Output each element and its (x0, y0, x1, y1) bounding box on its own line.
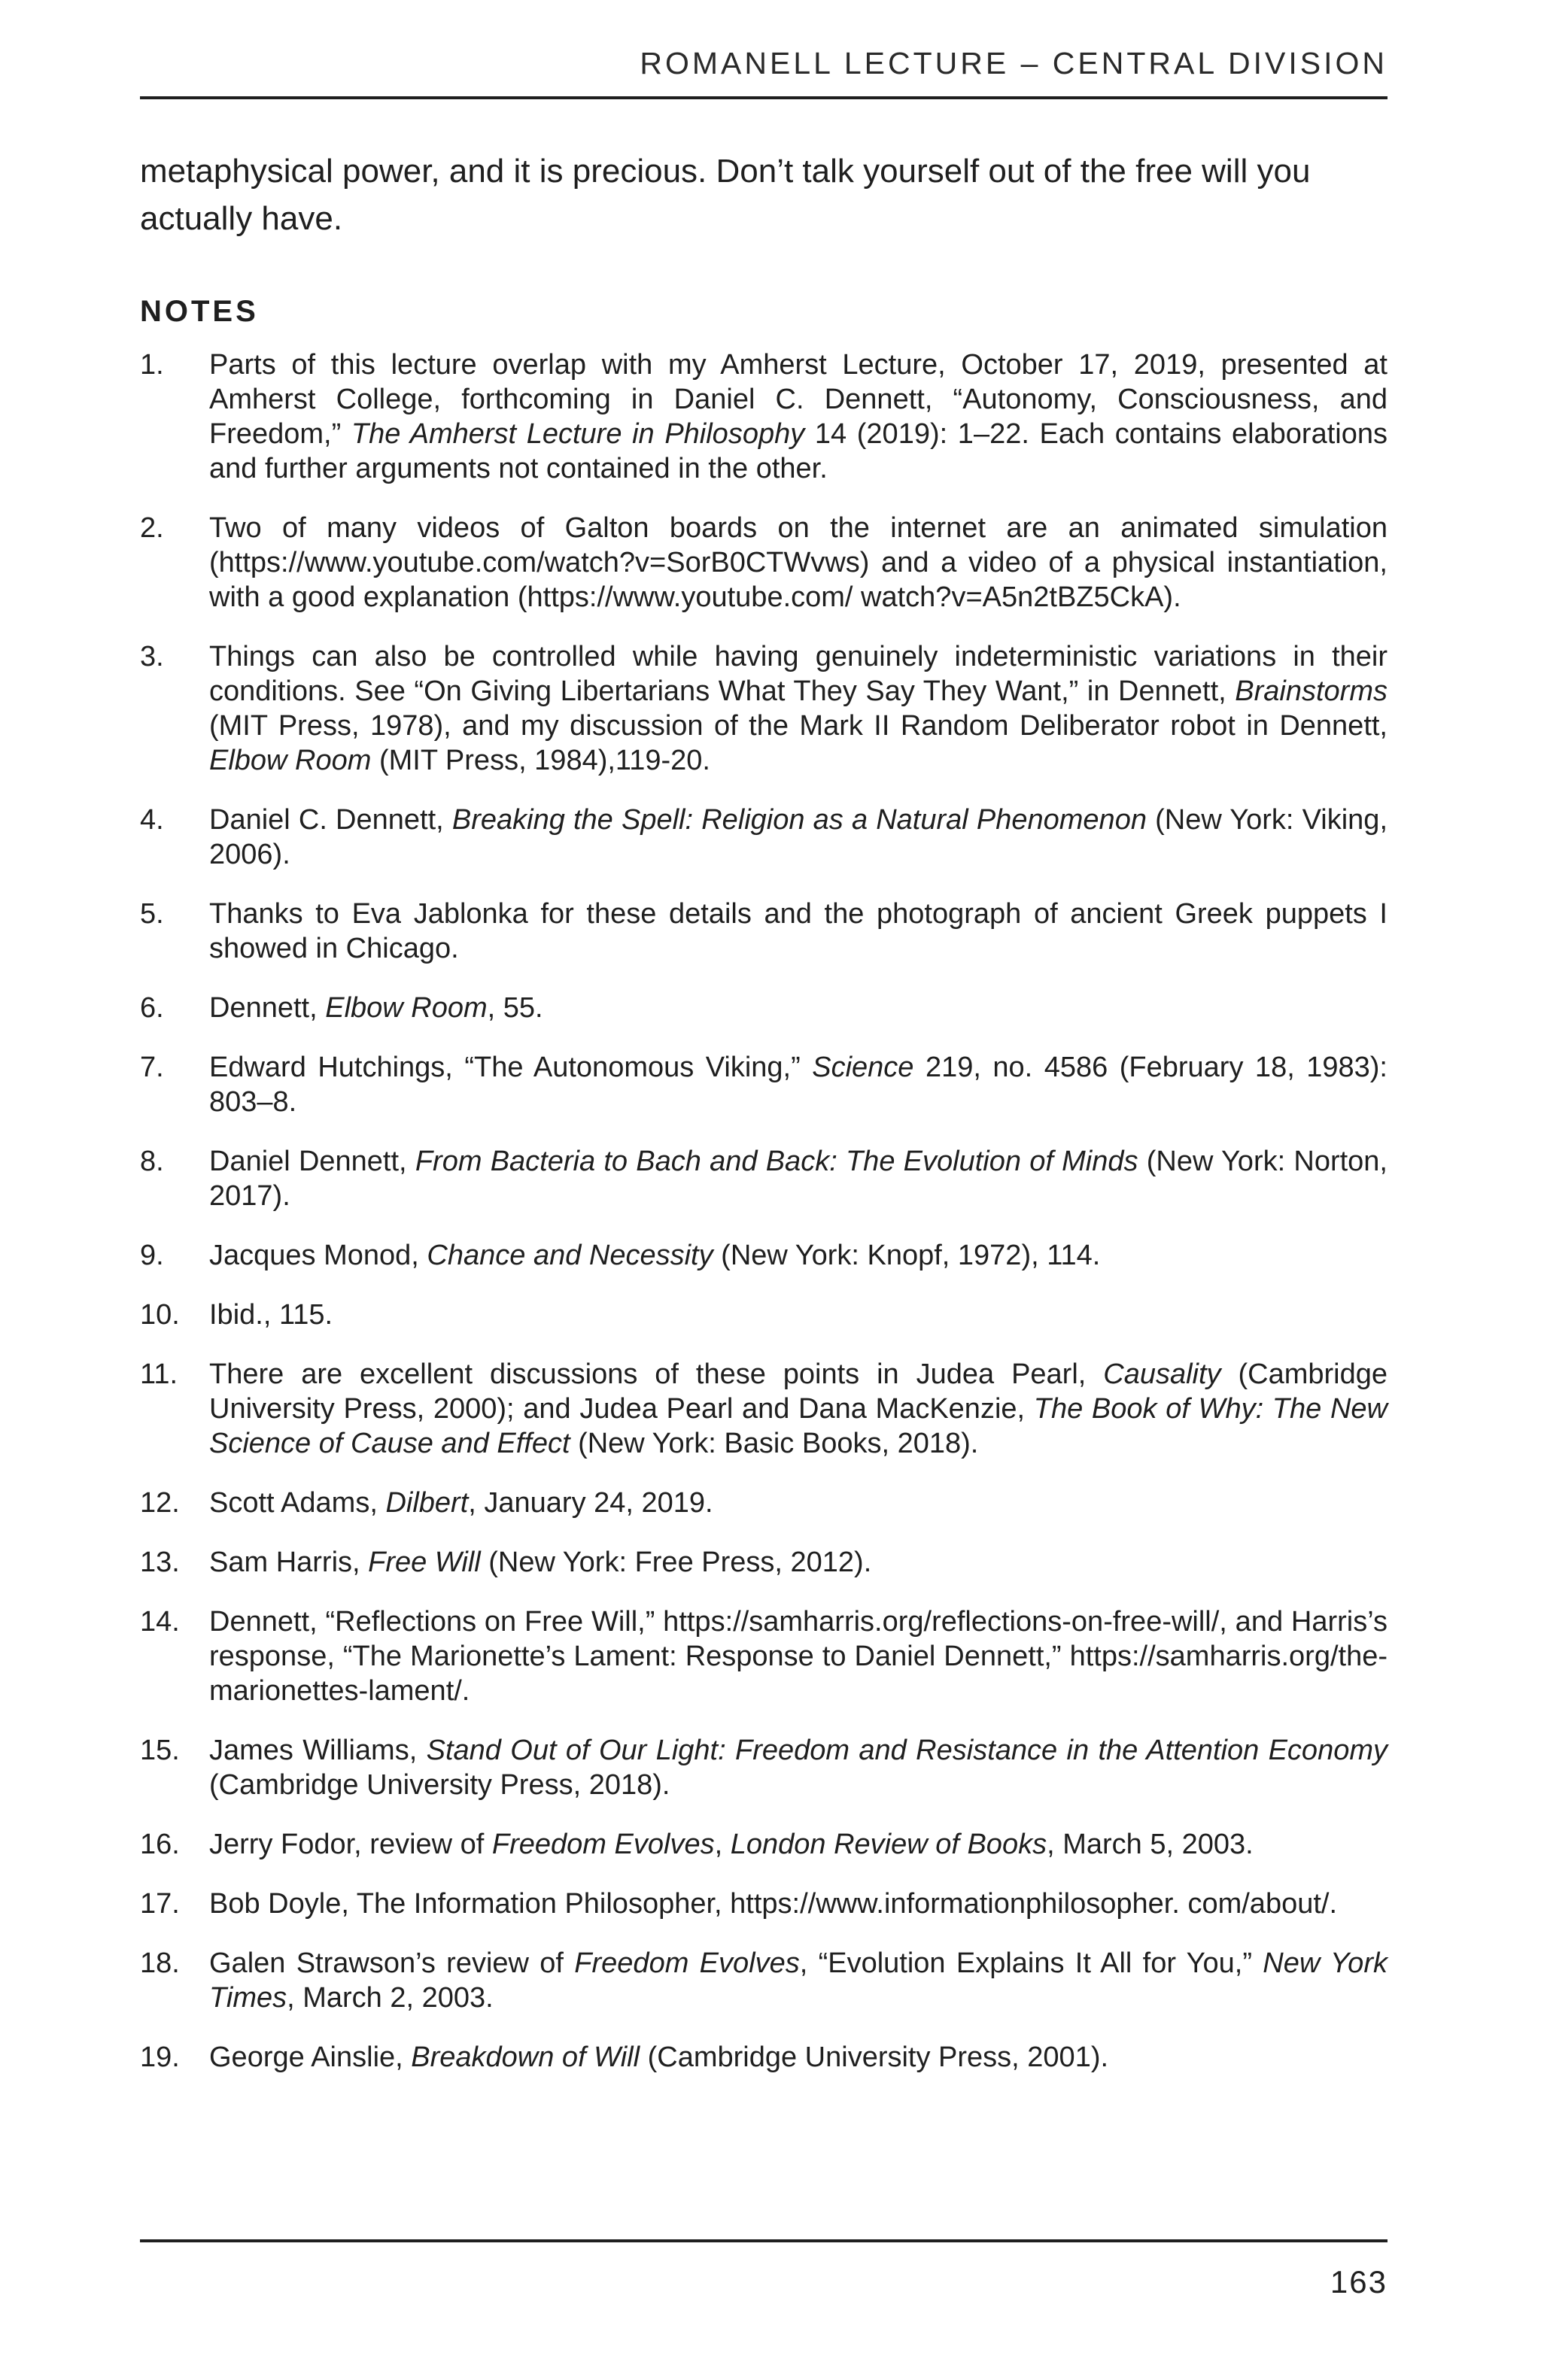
note-title-italic: Elbow Room (209, 745, 372, 776)
note-text-segment: James Williams, (209, 1735, 427, 1766)
note-text-segment: (Cambridge University Press, 2018). (209, 1769, 670, 1801)
note-text (209, 1050, 1388, 1119)
note-item (140, 1050, 1388, 1119)
note-text (209, 1946, 1388, 2015)
note-text (209, 803, 1388, 872)
note-text (209, 1238, 1388, 1273)
notes-heading: NOTES (140, 295, 259, 328)
note-text-segment: Daniel C. Dennett, (209, 804, 452, 836)
note-text-segment: , January 24, 2019. (468, 1487, 713, 1519)
note-title-italic: Causality (1103, 1358, 1221, 1390)
note-text-segment: (New York: Viking, 2006). (209, 804, 1388, 870)
note-number: 9. (140, 1240, 164, 1271)
note-item (140, 1298, 1388, 1332)
note-text-segment: Dennett, “Reflections on Free Will,” https://samharris.org/reflections-on-free-will/, and Harris’s response, “The Marionette’s Lament: Response to Daniel Dennett,” https://samharris.org/the-marionettes-lament/. (209, 1606, 1388, 1707)
note-item (140, 1357, 1388, 1461)
note-item (140, 511, 1388, 615)
note-number: 3. (140, 641, 164, 672)
note-text (209, 1545, 1388, 1580)
note-text (209, 348, 1388, 486)
note-number: 2. (140, 512, 164, 544)
note-title-italic: From Bacteria to Bach and Back: The Evolution of Minds (415, 1146, 1138, 1177)
note-text-segment: Scott Adams, (209, 1487, 386, 1519)
note-number: 18. (140, 1947, 180, 1979)
note-number: 14. (140, 1606, 180, 1638)
note-number: 1. (140, 349, 164, 381)
note-number: 19. (140, 2042, 180, 2073)
note-text-segment: (New York: Norton, 2017). (209, 1146, 1388, 1212)
note-item (140, 991, 1388, 1025)
note-number: 7. (140, 1052, 164, 1083)
note-item (140, 897, 1388, 966)
note-text-segment: Galen Strawson’s review of (209, 1947, 575, 1979)
note-title-italic: Brainstorms (1235, 675, 1388, 707)
note-text-segment: 14 (2019): 1–22. Each contains elaborations and further arguments not contained in the other. (209, 418, 1388, 484)
note-text-segment: , 55. (487, 992, 543, 1024)
note-number: 15. (140, 1735, 180, 1766)
note-number: 11. (140, 1358, 178, 1390)
note-text-segment: (Cambridge University Press, 2000); and Judea Pearl and Dana MacKenzie, (209, 1358, 1388, 1425)
note-text-segment: Sam Harris, (209, 1547, 369, 1578)
note-text-segment: , (714, 1829, 731, 1860)
note-item (140, 1827, 1388, 1862)
note-number: 16. (140, 1829, 180, 1860)
note-item (140, 1733, 1388, 1802)
note-text-segment: , “Evolution Explains It All for You,” (799, 1947, 1263, 1979)
note-text-segment: (New York: Free Press, 2012). (480, 1547, 872, 1578)
note-item (140, 1545, 1388, 1580)
note-text-segment: George Ainslie, (209, 2042, 412, 2073)
note-item (140, 639, 1388, 778)
running-title: ROMANELL LECTURE – CENTRAL DIVISION (640, 46, 1388, 80)
note-text (209, 1604, 1388, 1708)
note-number: 5. (140, 898, 164, 930)
note-title-italic: Freedom Evolves (491, 1829, 715, 1860)
note-item (140, 1144, 1388, 1213)
note-text (209, 1298, 1388, 1332)
note-text-segment: Daniel Dennett, (209, 1146, 415, 1177)
note-number: 13. (140, 1547, 180, 1578)
note-item (140, 2040, 1388, 2075)
footer-rule (140, 2239, 1388, 2242)
note-text-segment: There are excellent discussions of these points in Judea Pearl, (209, 1358, 1104, 1390)
note-text-segment: Jacques Monod, (209, 1240, 427, 1271)
note-number: 10. (140, 1299, 180, 1331)
note-text (209, 897, 1388, 966)
running-header (140, 44, 1388, 99)
note-text-segment: Two of many videos of Galton boards on the internet are an animated simulation (https://www.youtube.com/watch?v=SorB0CTWvws) and a video of a physical instantiation, with a good explanation (https://www.youtube.com/ watch?v=A5n2tBZ5CkA). (209, 512, 1388, 613)
note-text-segment: Parts of this lecture overlap with my Amherst Lecture, October 17, 2019, presented at Amherst College, forthcoming in Daniel C. Dennett, “Autonomy, Consciousness, and Freedom,” (209, 349, 1388, 450)
note-text-segment: Thanks to Eva Jablonka for these details and the photograph of ancient Greek puppets I showed in Chicago. (209, 898, 1388, 964)
note-text-segment: , March 5, 2003. (1047, 1829, 1254, 1860)
note-text-segment: Dennett, (209, 992, 326, 1024)
note-text-segment: Ibid., 115. (209, 1299, 333, 1331)
note-text-segment: Jerry Fodor, review of (209, 1829, 492, 1860)
note-text-segment: (New York: Knopf, 1972), 114. (713, 1240, 1101, 1271)
note-text (209, 1357, 1388, 1461)
note-text (209, 511, 1388, 615)
notes-list (140, 348, 1388, 2099)
note-title-italic: Breaking the Spell: Religion as a Natural Phenomenon (451, 804, 1147, 836)
note-title-italic: Breakdown of Will (411, 2042, 640, 2073)
note-text (209, 1144, 1388, 1213)
note-title-italic: Free Will (368, 1547, 481, 1578)
note-item (140, 1486, 1388, 1520)
note-text (209, 1486, 1388, 1520)
note-number: 6. (140, 992, 164, 1024)
note-text (209, 1827, 1388, 1862)
note-number: 12. (140, 1487, 180, 1519)
note-text-segment: , March 2, 2003. (287, 1982, 494, 2014)
note-title-italic: Freedom Evolves (574, 1947, 800, 1979)
note-item (140, 1946, 1388, 2015)
note-number: 4. (140, 804, 164, 836)
note-text (209, 639, 1388, 778)
note-text (209, 1887, 1388, 1921)
note-text-segment: Things can also be controlled while having genuinely indeterministic variations in their conditions. See “On Giving Libertarians What They Say They Want,” in Dennett, (209, 641, 1388, 707)
note-title-italic: Elbow Room (325, 992, 488, 1024)
note-title-italic: Dilbert (385, 1487, 469, 1519)
note-text (209, 991, 1388, 1025)
note-item (140, 1238, 1388, 1273)
note-title-italic: The Book of Why: The New Science of Cause and Effect (209, 1393, 1388, 1459)
note-item (140, 348, 1388, 486)
note-text-segment: (MIT Press, 1978), and my discussion of the Mark II Random Deliberator robot in Dennett, (209, 710, 1388, 742)
note-title-italic: Chance and Necessity (427, 1240, 713, 1271)
note-title-italic: The Amherst Lecture in Philosophy (351, 418, 805, 450)
note-title-italic: Stand Out of Our Light: Freedom and Resistance in the Attention Economy (426, 1735, 1388, 1766)
note-text-segment: (New York: Basic Books, 2018). (570, 1428, 979, 1459)
page-number: 163 (1330, 2264, 1388, 2300)
note-text (209, 2040, 1388, 2075)
body-paragraph: metaphysical power, and it is precious. Don’t talk yourself out of the free will you actually have. (140, 153, 1311, 237)
note-text-segment: 219, no. 4586 (February 18, 1983): 803–8. (209, 1052, 1388, 1118)
note-title-italic: Science (812, 1052, 914, 1083)
note-text-segment: Bob Doyle, The Information Philosopher, https://www.informationphilosopher. com/about/. (209, 1888, 1338, 1920)
note-item (140, 1887, 1388, 1921)
note-number: 17. (140, 1888, 180, 1920)
note-text-segment: (Cambridge University Press, 2001). (640, 2042, 1109, 2073)
note-number: 8. (140, 1146, 164, 1177)
note-text-segment: Edward Hutchings, “The Autonomous Viking,” (209, 1052, 813, 1083)
note-item (140, 1604, 1388, 1708)
note-text-segment: (MIT Press, 1984),119-20. (371, 745, 710, 776)
note-item (140, 803, 1388, 872)
note-text (209, 1733, 1388, 1802)
note-title-italic: New York Times (209, 1947, 1388, 2014)
note-title-italic: London Review of Books (730, 1829, 1047, 1860)
